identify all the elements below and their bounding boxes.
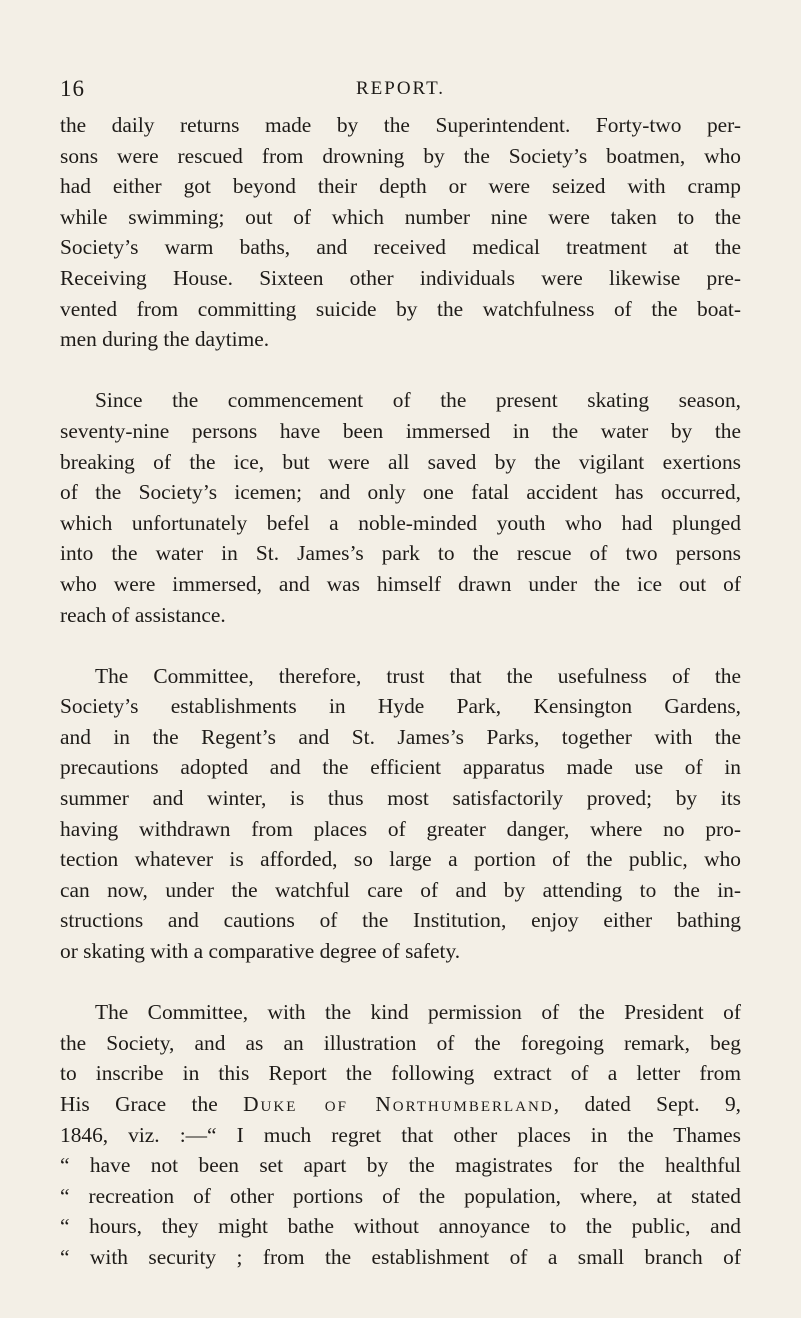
running-title: REPORT. <box>355 78 446 99</box>
text-line: “ recreation of other portions of the population, where, at stated <box>60 1183 741 1208</box>
text-line: which unfortunately befel a noble-minded youth who had plunged <box>60 510 741 535</box>
paragraph-3 <box>60 661 741 967</box>
text-line: the Society, and as an illustration of the foregoing remark, beg <box>60 1030 741 1055</box>
text-line: while swimming; out of which number nine were taken to the <box>60 204 741 229</box>
text-line: Since the commencement of the present skating season, <box>95 388 741 413</box>
text-line: Society’s warm baths, and received medical treatment at the <box>60 235 741 260</box>
name-line-prefix: His Grace the <box>60 1092 244 1116</box>
text-line: Society’s establishments in Hyde Park, Kensington Gardens, <box>60 694 741 719</box>
text-line: precautions adopted and the efficient apparatus made use of in <box>60 755 741 780</box>
paragraph-2 <box>60 385 741 630</box>
paragraph-gap <box>60 967 741 998</box>
running-head <box>60 76 741 106</box>
duke-name: Duke of Northumberland <box>243 1092 554 1116</box>
text-line-with-name <box>60 1089 741 1120</box>
page-number: 16 <box>60 76 85 101</box>
text-line: Receiving House. Sixteen other individuals were likewise pre- <box>60 265 741 290</box>
text-line: sons were rescued from drowning by the Society’s boatmen, who <box>60 143 741 168</box>
text-line: of the Society’s icemen; and only one fatal accident has occurred, <box>60 480 741 505</box>
text-line: the daily returns made by the Superintendent. Forty-two per- <box>60 113 741 137</box>
text-line: “ with security ; from the establishment of a small branch of <box>60 1244 741 1269</box>
body-text <box>60 110 741 1273</box>
text-line: who were immersed, and was himself drawn under the ice out of <box>60 571 741 596</box>
text-line: or skating with a comparative degree of safety. <box>60 939 461 964</box>
text-line: reach of assistance. <box>60 602 226 627</box>
text-line: The Committee, with the kind permission of the President of <box>95 1000 741 1025</box>
text-line: had either got beyond their depth or were seized with cramp <box>60 174 741 199</box>
paragraph-1 <box>60 110 741 355</box>
name-line-suffix: , dated Sept. 9, <box>553 1092 741 1116</box>
text-line: into the water in St. James’s park to the rescue of two persons <box>60 541 741 566</box>
text-line: “ hours, they might bathe without annoyance to the public, and <box>60 1214 741 1239</box>
text-line: summer and winter, is thus most satisfactorily proved; by its <box>60 786 741 811</box>
text-line: tection whatever is afforded, so large a portion of the public, who <box>60 847 741 872</box>
text-line: to inscribe in this Report the following extract of a letter from <box>60 1061 741 1086</box>
text-line: seventy-nine persons have been immersed in the water by the <box>60 418 741 443</box>
text-line: 1846, viz. :—“ I much regret that other places in the Thames <box>60 1122 741 1147</box>
text-line: breaking of the ice, but were all saved by the vigilant exertions <box>60 449 741 474</box>
paragraph-gap <box>60 355 741 386</box>
text-line: “ have not been set apart by the magistrates for the healthful <box>60 1153 741 1178</box>
text-line: structions and cautions of the Institution, enjoy either bathing <box>60 908 741 933</box>
text-line: can now, under the watchful care of and by attending to the in- <box>60 877 741 902</box>
paragraph-4 <box>60 997 741 1272</box>
text-line: The Committee, therefore, trust that the usefulness of the <box>95 663 741 688</box>
paragraph-gap <box>60 630 741 661</box>
text-line: men during the daytime. <box>60 327 270 352</box>
text-line: vented from committing suicide by the watchfulness of the boat- <box>60 296 741 321</box>
text-line: having withdrawn from places of greater danger, where no pro- <box>60 816 741 841</box>
text-line: and in the Regent’s and St. James’s Parks, together with the <box>60 724 741 749</box>
